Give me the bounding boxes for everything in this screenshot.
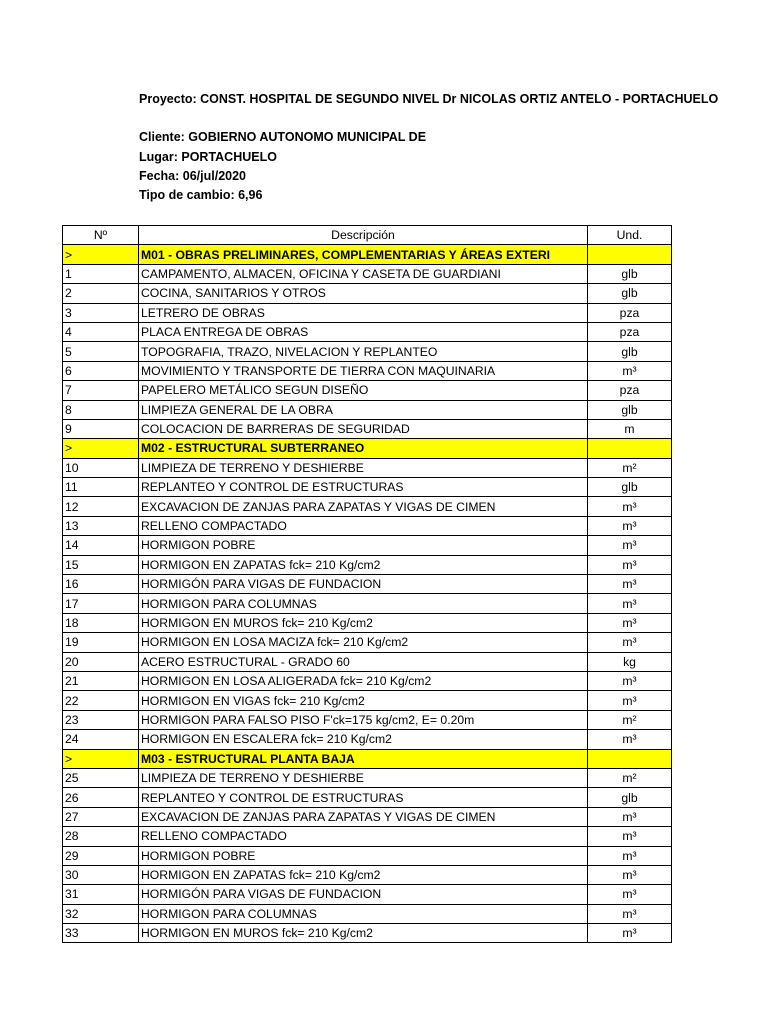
item-number-cell: 16 bbox=[63, 575, 139, 594]
item-number-cell: 1 bbox=[63, 264, 139, 283]
item-description-cell: LETRERO DE OBRAS bbox=[139, 303, 588, 322]
item-description-cell: REPLANTEO Y CONTROL DE ESTRUCTURAS bbox=[139, 788, 588, 807]
item-description-cell: M02 - ESTRUCTURAL SUBTERRANEO bbox=[139, 439, 588, 458]
item-unit-cell: glb bbox=[588, 400, 672, 419]
table-header-row bbox=[63, 226, 672, 245]
section-row bbox=[63, 439, 672, 458]
item-number-cell: 19 bbox=[63, 633, 139, 652]
item-number-cell: 26 bbox=[63, 788, 139, 807]
item-description-cell: PLACA ENTREGA DE OBRAS bbox=[139, 322, 588, 341]
table-row bbox=[63, 924, 672, 943]
item-unit-cell: m³ bbox=[588, 594, 672, 613]
item-description-cell: HORMIGON EN MUROS fck= 210 Kg/cm2 bbox=[139, 924, 588, 943]
item-unit-cell bbox=[588, 749, 672, 768]
item-unit-cell: pza bbox=[588, 381, 672, 400]
item-description-cell: TOPOGRAFIA, TRAZO, NIVELACION Y REPLANTEO bbox=[139, 342, 588, 361]
item-description-cell: LIMPIEZA DE TERRENO Y DESHIERBE bbox=[139, 458, 588, 477]
item-number-cell: 22 bbox=[63, 691, 139, 710]
item-description-cell: LIMPIEZA DE TERRENO Y DESHIERBE bbox=[139, 768, 588, 787]
table-row bbox=[63, 652, 672, 671]
item-unit-cell: m³ bbox=[588, 691, 672, 710]
item-unit-cell: m³ bbox=[588, 575, 672, 594]
item-unit-cell: m³ bbox=[588, 846, 672, 865]
document-header bbox=[139, 90, 718, 205]
item-description-cell: LIMPIEZA GENERAL DE LA OBRA bbox=[139, 400, 588, 419]
item-number-cell: 15 bbox=[63, 555, 139, 574]
item-number-cell: 5 bbox=[63, 342, 139, 361]
item-number-cell: 33 bbox=[63, 924, 139, 943]
item-unit-cell: m³ bbox=[588, 555, 672, 574]
item-unit-cell: m³ bbox=[588, 807, 672, 826]
item-description-cell: COCINA, SANITARIOS Y OTROS bbox=[139, 284, 588, 303]
item-unit-cell: m³ bbox=[588, 827, 672, 846]
item-description-cell: HORMIGON POBRE bbox=[139, 536, 588, 555]
item-unit-cell bbox=[588, 245, 672, 264]
item-description-cell: HORMIGÓN PARA VIGAS DE FUNDACION bbox=[139, 575, 588, 594]
item-number-cell: 31 bbox=[63, 885, 139, 904]
item-unit-cell: glb bbox=[588, 478, 672, 497]
table-row bbox=[63, 788, 672, 807]
table-row bbox=[63, 361, 672, 380]
item-description-cell: HORMIGON PARA FALSO PISO F'ck=175 kg/cm2, E= 0.20m bbox=[139, 710, 588, 729]
item-number-cell: 4 bbox=[63, 322, 139, 341]
item-description-cell: HORMIGON EN VIGAS fck= 210 Kg/cm2 bbox=[139, 691, 588, 710]
location-line: Lugar: PORTACHUELO bbox=[139, 149, 277, 164]
table-row bbox=[63, 303, 672, 322]
item-number-cell: 25 bbox=[63, 768, 139, 787]
table-row bbox=[63, 691, 672, 710]
item-unit-cell: m³ bbox=[588, 671, 672, 690]
item-description-cell: EXCAVACION DE ZANJAS PARA ZAPATAS Y VIGAS DE CIMEN bbox=[139, 807, 588, 826]
item-unit-cell: m² bbox=[588, 710, 672, 729]
table-body bbox=[63, 245, 672, 943]
date-line: Fecha: 06/jul/2020 bbox=[139, 168, 247, 183]
table-row bbox=[63, 555, 672, 574]
item-number-cell: > bbox=[63, 245, 139, 264]
table-row bbox=[63, 381, 672, 400]
item-unit-cell: m³ bbox=[588, 516, 672, 535]
column-header-description: Descripción bbox=[139, 226, 588, 245]
table-row bbox=[63, 710, 672, 729]
item-unit-cell: m³ bbox=[588, 613, 672, 632]
item-description-cell: HORMIGON EN ESCALERA fck= 210 Kg/cm2 bbox=[139, 730, 588, 749]
item-description-cell: HORMIGON EN MUROS fck= 210 Kg/cm2 bbox=[139, 613, 588, 632]
item-unit-cell: glb bbox=[588, 342, 672, 361]
item-description-cell: HORMIGON PARA COLUMNAS bbox=[139, 904, 588, 923]
item-number-cell: 6 bbox=[63, 361, 139, 380]
table-row bbox=[63, 342, 672, 361]
table-row bbox=[63, 264, 672, 283]
item-number-cell: 21 bbox=[63, 671, 139, 690]
item-description-cell: HORMIGON EN LOSA ALIGERADA fck= 210 Kg/cm2 bbox=[139, 671, 588, 690]
client-line: Cliente: GOBIERNO AUTONOMO MUNICIPAL DE bbox=[139, 130, 427, 145]
item-unit-cell: glb bbox=[588, 264, 672, 283]
table-row bbox=[63, 516, 672, 535]
table-row bbox=[63, 633, 672, 652]
item-description-cell: RELLENO COMPACTADO bbox=[139, 516, 588, 535]
item-unit-cell: glb bbox=[588, 284, 672, 303]
item-unit-cell: pza bbox=[588, 322, 672, 341]
table-row bbox=[63, 284, 672, 303]
item-number-cell: 24 bbox=[63, 730, 139, 749]
item-number-cell: 14 bbox=[63, 536, 139, 555]
table-row bbox=[63, 865, 672, 884]
item-number-cell: 13 bbox=[63, 516, 139, 535]
item-unit-cell: pza bbox=[588, 303, 672, 322]
item-description-cell: COLOCACION DE BARRERAS DE SEGURIDAD bbox=[139, 419, 588, 438]
item-number-cell: 11 bbox=[63, 478, 139, 497]
item-number-cell: 2 bbox=[63, 284, 139, 303]
item-unit-cell: m³ bbox=[588, 361, 672, 380]
table-row bbox=[63, 768, 672, 787]
item-description-cell: HORMIGON PARA COLUMNAS bbox=[139, 594, 588, 613]
column-header-unit: Und. bbox=[588, 226, 672, 245]
item-unit-cell: kg bbox=[588, 652, 672, 671]
table-row bbox=[63, 575, 672, 594]
item-description-cell: RELLENO COMPACTADO bbox=[139, 827, 588, 846]
item-number-cell: 10 bbox=[63, 458, 139, 477]
item-unit-cell: m² bbox=[588, 768, 672, 787]
item-unit-cell: m³ bbox=[588, 633, 672, 652]
item-unit-cell: m³ bbox=[588, 865, 672, 884]
item-number-cell: 28 bbox=[63, 827, 139, 846]
item-unit-cell: m³ bbox=[588, 536, 672, 555]
item-number-cell: 20 bbox=[63, 652, 139, 671]
item-unit-cell: m³ bbox=[588, 924, 672, 943]
item-number-cell: 3 bbox=[63, 303, 139, 322]
item-description-cell: ACERO ESTRUCTURAL - GRADO 60 bbox=[139, 652, 588, 671]
table-row bbox=[63, 594, 672, 613]
exchange-rate-line: Tipo de cambio: 6,96 bbox=[139, 187, 263, 202]
items-table bbox=[62, 225, 672, 943]
item-unit-cell: m³ bbox=[588, 497, 672, 516]
item-number-cell: 27 bbox=[63, 807, 139, 826]
table-row bbox=[63, 419, 672, 438]
item-description-cell: HORMIGÓN PARA VIGAS DE FUNDACION bbox=[139, 885, 588, 904]
table-row bbox=[63, 497, 672, 516]
item-description-cell: HORMIGON EN ZAPATAS fck= 210 Kg/cm2 bbox=[139, 865, 588, 884]
item-number-cell: 7 bbox=[63, 381, 139, 400]
item-number-cell: 8 bbox=[63, 400, 139, 419]
item-description-cell: PAPELERO METÁLICO SEGUN DISEÑO bbox=[139, 381, 588, 400]
table-row bbox=[63, 730, 672, 749]
item-number-cell: 23 bbox=[63, 710, 139, 729]
table-row bbox=[63, 478, 672, 497]
item-description-cell: HORMIGON EN ZAPATAS fck= 210 Kg/cm2 bbox=[139, 555, 588, 574]
section-row bbox=[63, 245, 672, 264]
item-unit-cell: m bbox=[588, 419, 672, 438]
item-unit-cell: m³ bbox=[588, 904, 672, 923]
table-row bbox=[63, 400, 672, 419]
table-row bbox=[63, 613, 672, 632]
table-row bbox=[63, 904, 672, 923]
project-line: Proyecto: CONST. HOSPITAL DE SEGUNDO NIVEL Dr NICOLAS ORTIZ ANTELO - PORTACHUELO bbox=[139, 92, 719, 106]
item-unit-cell: m³ bbox=[588, 885, 672, 904]
item-unit-cell bbox=[588, 439, 672, 458]
table-row bbox=[63, 827, 672, 846]
item-description-cell: M03 - ESTRUCTURAL PLANTA BAJA bbox=[139, 749, 588, 768]
item-unit-cell: m² bbox=[588, 458, 672, 477]
section-row bbox=[63, 749, 672, 768]
item-number-cell: 30 bbox=[63, 865, 139, 884]
table-row bbox=[63, 807, 672, 826]
item-description-cell: M01 - OBRAS PRELIMINARES, COMPLEMENTARIAS Y ÁREAS EXTERI bbox=[139, 245, 588, 264]
item-number-cell: 29 bbox=[63, 846, 139, 865]
item-description-cell: CAMPAMENTO, ALMACEN, OFICINA Y CASETA DE GUARDIANI bbox=[139, 264, 588, 283]
item-number-cell: 9 bbox=[63, 419, 139, 438]
item-unit-cell: glb bbox=[588, 788, 672, 807]
item-description-cell: EXCAVACION DE ZANJAS PARA ZAPATAS Y VIGAS DE CIMEN bbox=[139, 497, 588, 516]
item-number-cell: 18 bbox=[63, 613, 139, 632]
table-row bbox=[63, 458, 672, 477]
item-description-cell: HORMIGON POBRE bbox=[139, 846, 588, 865]
item-description-cell: HORMIGON EN LOSA MACIZA fck= 210 Kg/cm2 bbox=[139, 633, 588, 652]
item-number-cell: 17 bbox=[63, 594, 139, 613]
item-description-cell: REPLANTEO Y CONTROL DE ESTRUCTURAS bbox=[139, 478, 588, 497]
item-unit-cell: m³ bbox=[588, 730, 672, 749]
header-spacer bbox=[139, 109, 718, 128]
table-row bbox=[63, 846, 672, 865]
table-row bbox=[63, 671, 672, 690]
item-description-cell: MOVIMIENTO Y TRANSPORTE DE TIERRA CON MAQUINARIA bbox=[139, 361, 588, 380]
table-row bbox=[63, 536, 672, 555]
item-number-cell: 12 bbox=[63, 497, 139, 516]
table-row bbox=[63, 322, 672, 341]
item-number-cell: > bbox=[63, 439, 139, 458]
item-number-cell: > bbox=[63, 749, 139, 768]
column-header-number: Nº bbox=[63, 226, 139, 245]
table-row bbox=[63, 885, 672, 904]
item-number-cell: 32 bbox=[63, 904, 139, 923]
